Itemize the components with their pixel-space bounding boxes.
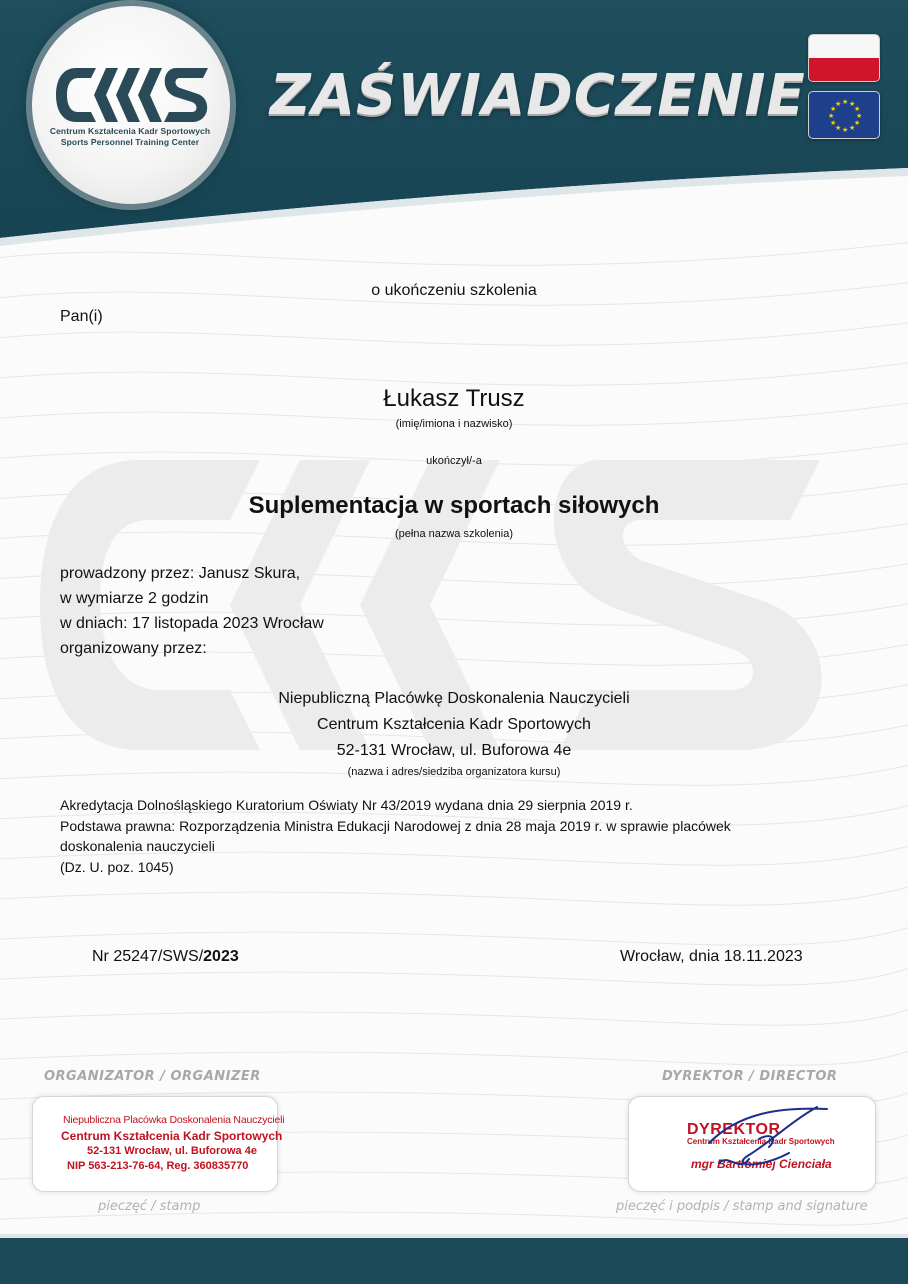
director-stamp-name: mgr Bartłomiej Cienciała [691,1157,832,1171]
organizer-line-3: 52-131 Wrocław, ul. Buforowa 4e [336,742,572,759]
organizer-stamp-line-3: 52-131 Wrocław, ul. Buforowa 4e [87,1145,257,1157]
certificate-subtitle: o ukończeniu szkolenia [371,282,537,299]
organizer-stamp-caption: pieczęć / stamp [98,1199,201,1214]
detail-hours: w wymiarze 2 godzin [60,590,209,607]
signature-scribble [699,1103,839,1179]
detail-organized-by: organizowany przez: [60,640,207,657]
place-date: Wrocław, dnia 18.11.2023 [620,948,803,965]
logo-subtitle-en: Sports Personnel Training Center [60,137,200,147]
course-name: Suplementacja w sportach siłowych [248,492,660,519]
completed-label: ukończył/-a [426,455,482,467]
director-stamp-box [628,1096,876,1192]
organizer-stamp-line-2: Centrum Kształcenia Kadr Sportowych [61,1129,283,1143]
director-stamp-org: Centrum Kształcenia Kadr Sportowych [687,1137,835,1146]
legal-journal: (Dz. U. poz. 1045) [60,859,174,875]
svg-text:★: ★ [842,98,849,106]
person-name: Łukasz Trusz [383,385,525,412]
course-name-caption: (pełna nazwa szkolenia) [394,528,513,540]
document-title: ZAŚWIADCZENIE [270,63,806,128]
director-stamp-caption: pieczęć i podpis / stamp and signature [616,1199,868,1214]
organizer-stamp-box [32,1096,285,1192]
svg-text:★: ★ [856,112,863,120]
organizer-caption: (nazwa i adres/siedziba organizatora kursu) [347,766,561,778]
svg-text:★: ★ [842,126,849,134]
logo-subtitle-pl: Centrum Kształcenia Kadr Sportowych [49,126,211,136]
ckks-logo-icon [54,66,210,124]
organizer-stamp-line-1: Niepubliczna Placówka Doskonalenia Nauczycieli [63,1114,285,1126]
detail-dates: w dniach: 17 listopada 2023 Wrocław [60,615,324,632]
director-stamp-title: DYREKTOR [687,1121,781,1138]
svg-text:★: ★ [830,119,837,127]
person-name-caption: (imię/imiona i nazwisko) [395,418,513,430]
organizer-stamp-line-4: NIP 563-213-76-64, Reg. 360835770 [67,1160,249,1172]
svg-text:★: ★ [835,100,842,108]
svg-text:★: ★ [828,112,835,120]
certificate-number [92,948,239,966]
svg-text:★: ★ [854,105,861,113]
certificate-number-prefix: Nr 25247/SWS/ [92,948,204,965]
poland-flag-icon [808,34,880,82]
footer-band [0,1234,908,1284]
svg-text:★: ★ [849,124,856,132]
eu-flag-icon [808,91,880,139]
svg-text:★: ★ [835,124,842,132]
organizer-line-2: Centrum Kształcenia Kadr Sportowych [317,716,591,733]
svg-text:★: ★ [854,119,861,127]
svg-text:★: ★ [849,100,856,108]
legal-basis: Podstawa prawna: Rozporządzenia Ministra Edukacji Narodowej z dnia 28 maja 2019 r. w sprawie placówek [60,818,731,834]
organizer-line-1: Niepubliczną Placówkę Doskonalenia Nauczycieli [278,690,630,707]
certificate-number-year: 2023 [203,948,239,965]
salutation: Pan(i) [60,308,103,325]
detail-trainer: prowadzony przez: Janusz Skura, [60,565,301,582]
legal-basis-cont: doskonalenia nauczycieli [60,838,215,854]
organizer-label: ORGANIZATOR / ORGANIZER [44,1069,261,1084]
svg-text:★: ★ [830,105,837,113]
legal-accreditation: Akredytacja Dolnośląskiego Kuratorium Oświaty Nr 43/2019 wydana dnia 29 sierpnia 2019 r. [60,797,633,813]
director-label: DYREKTOR / DIRECTOR [662,1069,838,1084]
